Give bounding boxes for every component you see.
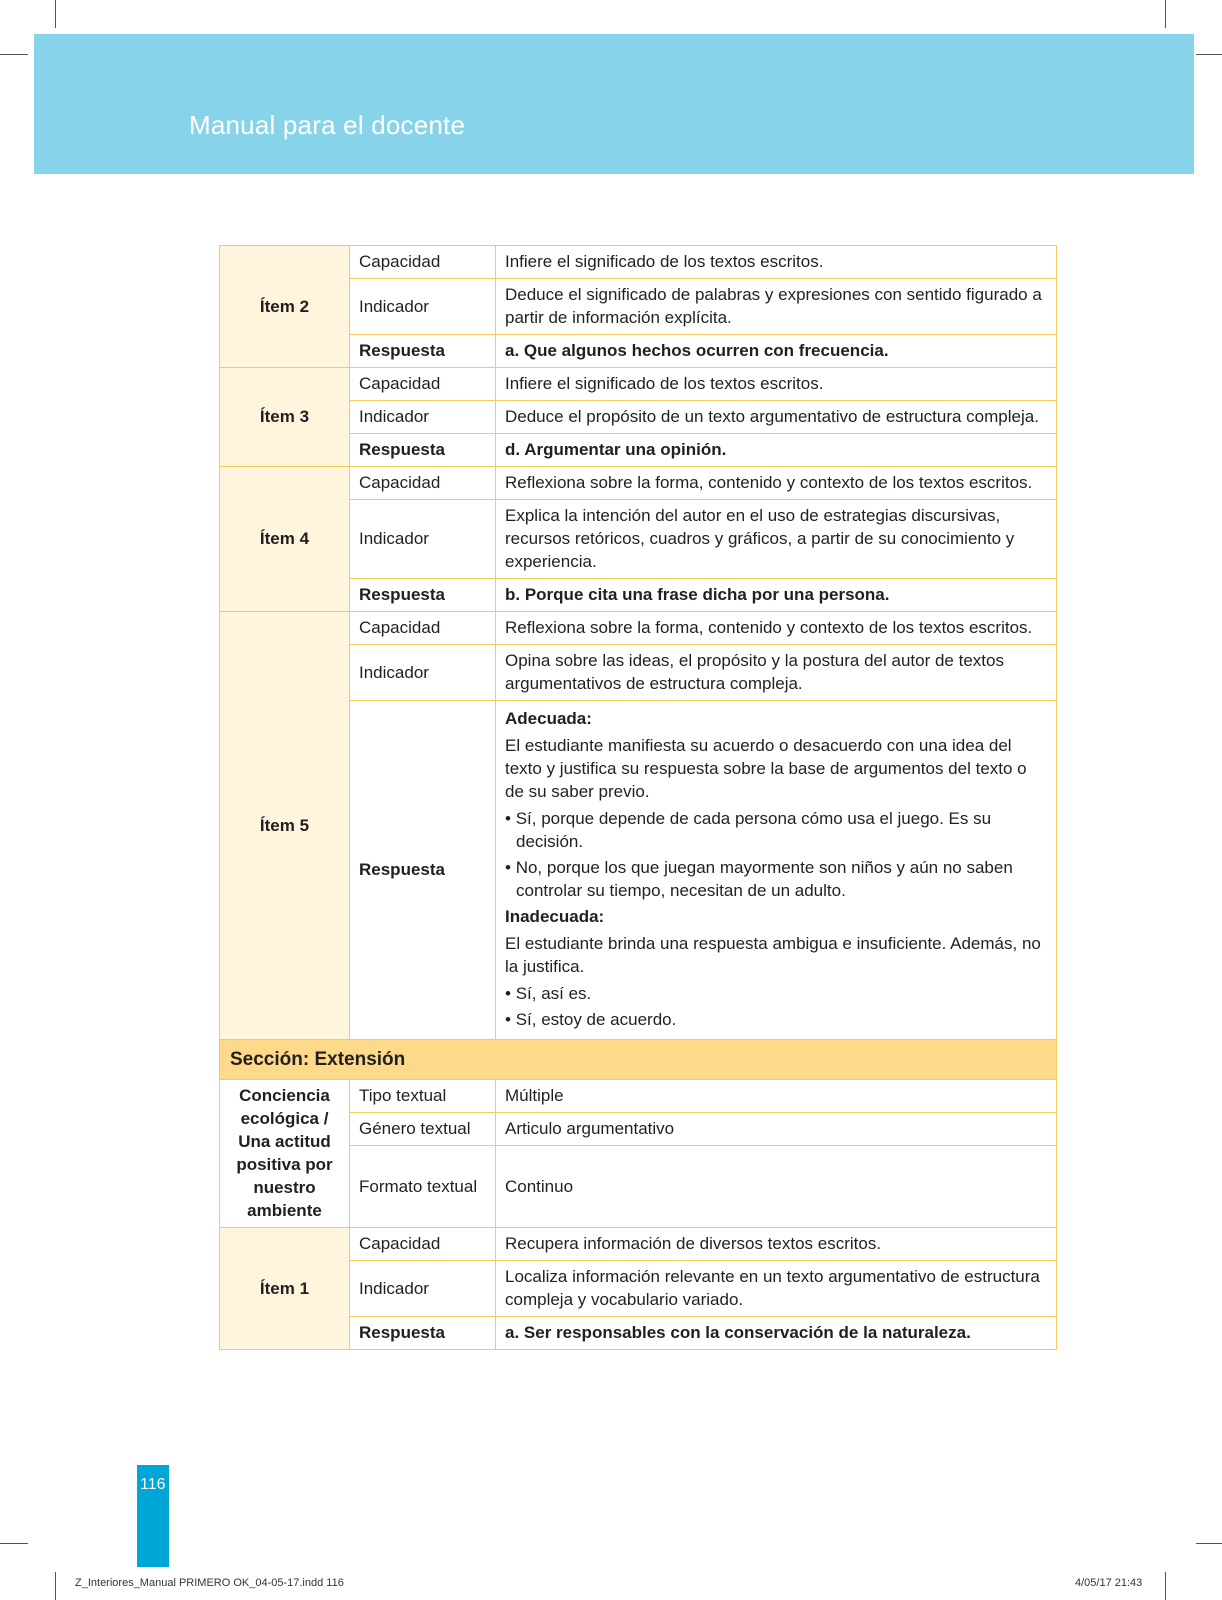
bullet-text: Sí, estoy de acuerdo. xyxy=(515,1010,677,1029)
indicador-value: Deduce el significado de palabras y expresiones con sentido figurado a partir de información explícita. xyxy=(496,279,1057,335)
capacidad-value: Recupera información de diversos textos escritos. xyxy=(496,1228,1057,1261)
table-row xyxy=(220,1080,1057,1113)
capacidad-value: Infiere el significado de los textos escritos. xyxy=(496,368,1057,401)
indicador-value: Opina sobre las ideas, el propósito y la postura del autor de textos argumentativos de estructura compleja. xyxy=(496,645,1057,701)
bullet-text: No, porque los que juegan mayormente son niños y aún no saben controlar su tiempo, necesitan de un adulto. xyxy=(515,858,1013,900)
crop-mark xyxy=(0,1543,28,1544)
row-label: Capacidad xyxy=(350,467,496,500)
print-slug-file: Z_Interiores_Manual PRIMERO OK_04-05-17.indd 116 xyxy=(75,1577,344,1589)
crop-mark xyxy=(55,1572,56,1600)
item-label: Ítem 2 xyxy=(220,246,350,368)
bullet-text: Sí, así es. xyxy=(515,984,592,1003)
respuesta-block xyxy=(496,701,1057,1040)
respuesta-value: a. Ser responsables con la conservación de la naturaleza. xyxy=(496,1317,1057,1350)
page-number: 116 xyxy=(140,1476,166,1493)
formato-textual-value: Continuo xyxy=(496,1146,1057,1228)
genero-textual-value: Articulo argumentativo xyxy=(496,1113,1057,1146)
adecuada-text: El estudiante manifiesta su acuerdo o desacuerdo con una idea del texto y justifica su respuesta sobre la base de argumentos del texto o de su saber previo. xyxy=(505,736,1027,801)
bullet-text: Sí, porque depende de cada persona cómo usa el juego. Es su decisión. xyxy=(515,809,992,851)
inadecuada-heading: Inadecuada: xyxy=(505,907,605,926)
table-row xyxy=(220,1228,1057,1261)
respuesta-value: a. Que algunos hechos ocurren con frecuencia. xyxy=(496,335,1057,368)
row-label: Indicador xyxy=(350,401,496,434)
reading-title: Conciencia ecológica / Una actitud positiva por nuestro ambiente xyxy=(220,1080,350,1228)
item-label: Ítem 4 xyxy=(220,467,350,612)
capacidad-value: Reflexiona sobre la forma, contenido y contexto de los textos escritos. xyxy=(496,612,1057,645)
row-label: Género textual xyxy=(350,1113,496,1146)
row-label: Respuesta xyxy=(350,335,496,368)
item-label: Ítem 3 xyxy=(220,368,350,467)
row-label: Indicador xyxy=(350,645,496,701)
list-item: • Sí, porque depende de cada persona cómo usa el juego. Es su decisión. xyxy=(505,809,992,851)
print-slug-date: 4/05/17 21:43 xyxy=(1075,1577,1143,1589)
row-label: Capacidad xyxy=(350,368,496,401)
list-item: • Sí, estoy de acuerdo. xyxy=(505,1010,677,1029)
section-row xyxy=(220,1040,1057,1080)
row-label: Capacidad xyxy=(350,246,496,279)
adecuada-heading: Adecuada: xyxy=(505,709,592,728)
table-row xyxy=(220,368,1057,401)
header-band xyxy=(34,34,1194,174)
respuesta-value: b. Porque cita una frase dicha por una persona. xyxy=(496,579,1057,612)
crop-mark xyxy=(0,54,28,55)
crop-mark xyxy=(1165,1572,1166,1600)
tipo-textual-value: Múltiple xyxy=(496,1080,1057,1113)
row-label: Capacidad xyxy=(350,612,496,645)
indicador-value: Explica la intención del autor en el uso de estrategias discursivas, recursos retóricos, cuadros y gráficos, a partir de su conocimiento y experiencia. xyxy=(496,500,1057,579)
row-label: Indicador xyxy=(350,1261,496,1317)
list-item: • Sí, así es. xyxy=(505,984,592,1003)
crop-mark xyxy=(1196,1543,1222,1544)
rubric-table xyxy=(219,245,1057,1350)
inadecuada-text: El estudiante brinda una respuesta ambigua e insuficiente. Además, no la justifica. xyxy=(505,934,1041,976)
table-row xyxy=(220,467,1057,500)
section-title: Sección: Extensión xyxy=(220,1040,1057,1080)
capacidad-value: Infiere el significado de los textos escritos. xyxy=(496,246,1057,279)
row-label: Formato textual xyxy=(350,1146,496,1228)
crop-mark xyxy=(1196,54,1222,55)
table-row xyxy=(220,612,1057,645)
page-title: Manual para el docente xyxy=(189,110,466,140)
row-label: Indicador xyxy=(350,500,496,579)
row-label: Indicador xyxy=(350,279,496,335)
item-label: Ítem 1 xyxy=(220,1228,350,1350)
respuesta-value: d. Argumentar una opinión. xyxy=(496,434,1057,467)
row-label: Respuesta xyxy=(350,434,496,467)
item-label: Ítem 5 xyxy=(220,612,350,1040)
crop-mark xyxy=(1165,0,1166,28)
capacidad-value: Reflexiona sobre la forma, contenido y contexto de los textos escritos. xyxy=(496,467,1057,500)
row-label: Tipo textual xyxy=(350,1080,496,1113)
table-row xyxy=(220,246,1057,279)
row-label: Respuesta xyxy=(350,701,496,1040)
indicador-value: Localiza información relevante en un texto argumentativo de estructura compleja y vocabulario variado. xyxy=(496,1261,1057,1317)
list-item: • No, porque los que juegan mayormente son niños y aún no saben controlar su tiempo, necesitan de un adulto. xyxy=(505,858,1013,900)
indicador-value: Deduce el propósito de un texto argumentativo de estructura compleja. xyxy=(496,401,1057,434)
row-label: Respuesta xyxy=(350,1317,496,1350)
row-label: Capacidad xyxy=(350,1228,496,1261)
row-label: Respuesta xyxy=(350,579,496,612)
crop-mark xyxy=(55,0,56,28)
